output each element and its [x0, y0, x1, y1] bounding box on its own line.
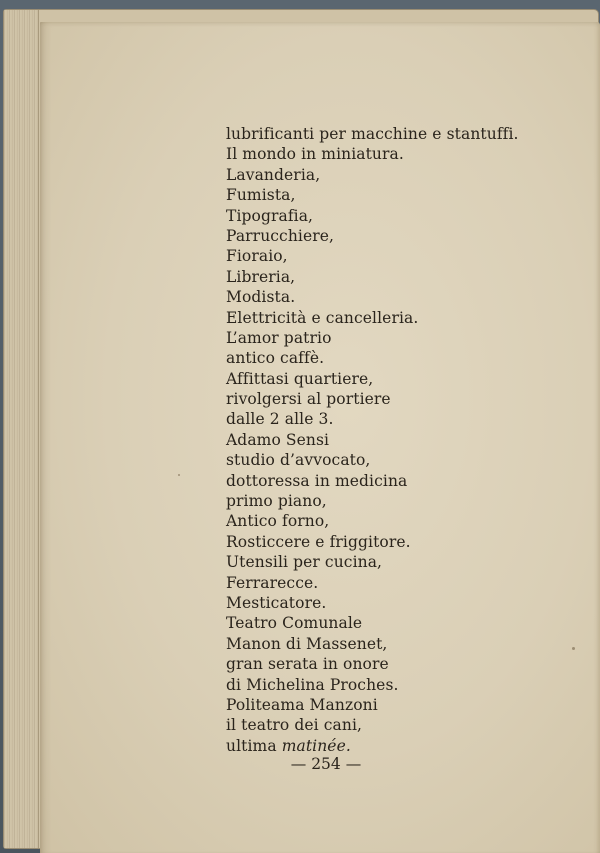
- poem-line: Utensili per cucina,: [226, 553, 383, 572]
- poem-line: lubrificanti per macchine e stantuffi.: [226, 125, 519, 143]
- poem-line: Antico forno,: [226, 512, 330, 531]
- poem-line: Lavanderia,: [226, 165, 321, 184]
- poem-last-line-text: ultima: [226, 736, 282, 755]
- paper-speck: [572, 647, 575, 650]
- poem-last-line-italic: matinée.: [281, 736, 351, 755]
- poem-line: Teatro Comunale: [226, 614, 363, 633]
- poem-line: Adamo Sensi: [226, 430, 330, 449]
- poem-line: dottoressa in medicina: [226, 471, 408, 490]
- poem-text: [226, 124, 519, 756]
- poem-line: il teatro dei cani,: [226, 716, 363, 735]
- page-number: — 254 —: [290, 755, 362, 773]
- poem-last-line: [226, 736, 519, 756]
- poem-line: Fioraio,: [226, 247, 288, 266]
- poem-line: Rosticcere e friggitore.: [226, 532, 411, 551]
- poem-line: antico caffè.: [226, 349, 325, 368]
- poem-line: primo piano,: [226, 492, 327, 511]
- page-block: [4, 10, 598, 848]
- poem-line: Il mondo in miniatura.: [226, 145, 404, 164]
- poem-line: Manon di Massenet,: [226, 634, 388, 653]
- poem-line: Mesticatore.: [226, 593, 327, 612]
- poem-line: rivolgersi al portiere: [226, 390, 391, 409]
- poem-line: L’amor patrio: [226, 328, 332, 347]
- poem-line: Tipografia,: [226, 206, 314, 225]
- poem-line: Affittasi quartiere,: [226, 369, 374, 388]
- poem-line: studio d’avvocato,: [226, 451, 371, 470]
- poem-line: Parrucchiere,: [226, 226, 335, 245]
- poem-line: Libreria,: [226, 267, 296, 286]
- poem-line: Elettricità e cancelleria.: [226, 308, 419, 327]
- poem-line: dalle 2 alle 3.: [226, 410, 334, 429]
- poem-line: Modista.: [226, 288, 296, 307]
- poem-line: Politeama Manzoni: [226, 695, 378, 714]
- poem-line: Ferrarecce.: [226, 573, 319, 592]
- poem-line: Fumista,: [226, 186, 296, 205]
- poem-line: di Michelina Proches.: [226, 675, 399, 694]
- book-page: [40, 22, 600, 853]
- poem-line: gran serata in onore: [226, 655, 389, 674]
- paper-speck: [178, 474, 180, 476]
